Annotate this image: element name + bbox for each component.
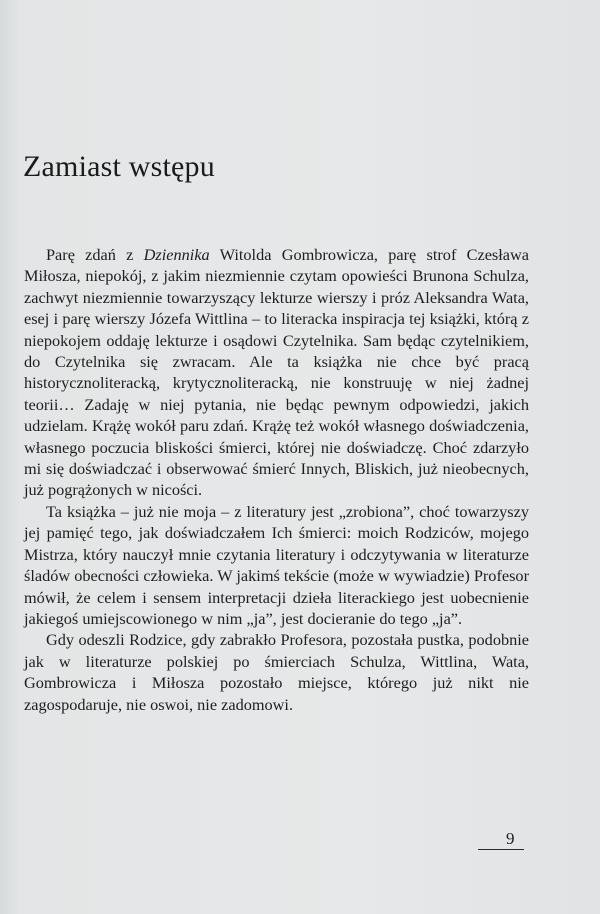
body-text (24, 244, 529, 715)
paragraph-1-rest: Witolda Gombrowicza, parę strof Czesława Miłosza, niepokój, z jakim niezmiennie czytam opowieści Brunona Schulza, zachwyt niezmiennie towarzyszący lekturze wierszy i próz Aleksandra Wata, esej i parę wierszy Józefa Wittlina – to literacka inspiracja tej książki, którą z niepokojem oddaję lekturze i osądowi Czytelnika. Sam będąc czytelnikiem, do Czytelnika się zwracam. Ale ta książka nie chce być pracą historycznoliteracką, krytycznoliteracką, nie konstruuję w niej żadnej teorii… Zadaję w niej pytania, nie będąc pewnym odpowiedzi, jakich udzielam. Krążę wokół paru zdań. Krążę też wokół własnego doświadczenia, własnego poczucia bliskości śmierci, której nie doświadczę. Choć zdarzyło mi się doświadczać i obserwować śmierć Innych, Bliskich, już nieobecnych, już pogrążonych w nicości. (24, 245, 530, 500)
folio-rule (478, 849, 524, 850)
paragraph-2: Ta książka – już nie moja – z literatury jest „zrobiona”, choć towarzyszy jej pamięć tego, jak doświadczałem Ich śmierci: moich Rodziców, mojego Mistrza, który nauczył mnie czytania literatury i odczytywania w literaturze śladów obecności człowieka. W jakimś tekście (może w wywiadzie) Profesor mówił, że celem i sensem interpretacji dzieła literackiego jest uobecnienie jakiegoś umiejscowionego w nim „ja”, jest docieranie do tego „ja”. (24, 501, 529, 628)
paragraph-1-lead: Parę zdań z (46, 245, 144, 264)
chapter-title: Zamiast wstępu (23, 150, 215, 183)
paragraph-3: Gdy odeszli Rodzice, gdy zabrakło Profesora, pozostała pustka, podobnie jak w literaturze polskiej po śmierciach Schulza, Wittlina, Wata, Gombrowicza i Miłosza pozostało miejsce, którego już nikt nie zagospodaruje, nie oswoi, nie zadomowi. (24, 630, 529, 714)
paragraph-1 (24, 244, 529, 501)
book-title-dziennika: Dziennika (143, 245, 210, 264)
page-number: 9 (506, 829, 515, 848)
